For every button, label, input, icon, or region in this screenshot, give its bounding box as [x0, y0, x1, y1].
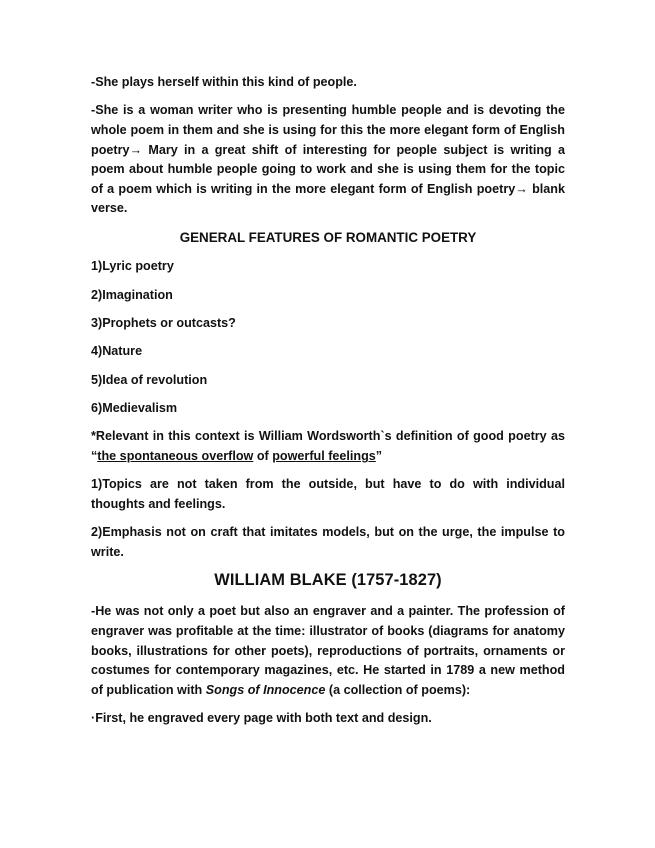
- wordsworth-text: of: [253, 449, 273, 464]
- wordsworth-text: ”: [375, 449, 383, 464]
- paragraph-topics: 1)Topics are not taken from the outside, but have to do with individual thoughts and feelings.: [91, 477, 565, 511]
- blake-text: (a collection of poems):: [325, 682, 471, 697]
- underlined-phrase: powerful feelings: [272, 449, 376, 464]
- underlined-phrase: the spontaneous overflow: [97, 449, 254, 464]
- feature-item: 4)Nature: [91, 344, 143, 359]
- heading-romantic-poetry: GENERAL FEATURES OF ROMANTIC POETRY: [179, 229, 477, 245]
- book-title: Songs of Innocence: [205, 682, 326, 697]
- blake-text: -He was not only a poet but also an engraver and a painter. The profession of engraver was profitable at the time: illustrator of books (diagrams for anatomy books, illustrations for other poets), reproductions of portraits, ornaments or costumes for contemporary magazines, etc. He started in 1789 a new method of publication with: [91, 604, 565, 697]
- feature-item: 3)Prophets or outcasts?: [91, 315, 236, 330]
- document-page: [91, 73, 565, 737]
- feature-item: 5)Idea of revolution: [91, 372, 208, 387]
- wordsworth-text: *Relevant in this context is William Wordsworth`s definition of good poetry as “: [91, 429, 565, 464]
- feature-item: 6)Medievalism: [91, 401, 178, 416]
- paragraph-woman-writer: -She is a woman writer who is presenting humble people and is devoting the whole poem in them and she is using for this the more elegant form of English poetry→ Mary in a great shift of interesting for people subject is writing a poem about humble people going to work and she is using them for the topic of a poem which is writing in the more elegant form of English poetry→ blank verse.: [91, 103, 565, 216]
- paragraph-blake-bio: [91, 602, 565, 700]
- heading-william-blake: WILLIAM BLAKE (1757-1827): [214, 570, 442, 589]
- feature-item: 2)Imagination: [91, 287, 173, 302]
- feature-item: 1)Lyric poetry: [91, 259, 174, 274]
- paragraph-wordsworth-definition: [91, 427, 565, 466]
- paragraph-emphasis: 2)Emphasis not on craft that imitates models, but on the urge, the impulse to write.: [91, 525, 565, 559]
- paragraph-she-plays: -She plays herself within this kind of people.: [91, 75, 357, 89]
- paragraph-first-engraved: ·First, he engraved every page with both text and design.: [91, 710, 432, 725]
